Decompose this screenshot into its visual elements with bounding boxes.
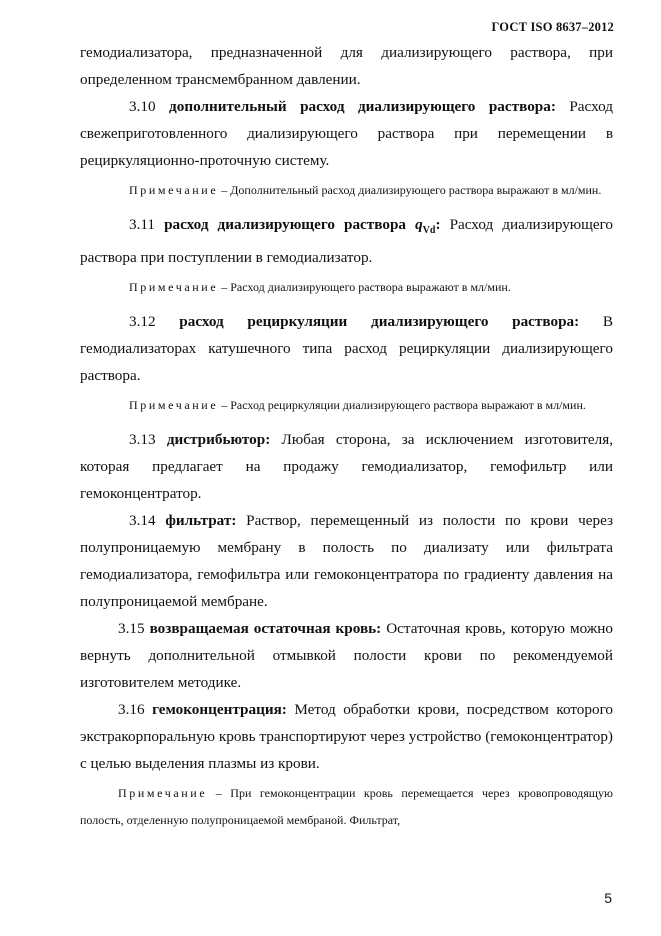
definition-text: Любая сторона, за исключением изготовителя, которая предлагает на продажу гемодиализатор, гемофильтр или гемоконцентратор. (80, 431, 614, 503)
clause-number: 3.16 (118, 701, 145, 719)
symbol: q (415, 216, 423, 233)
clause-number: 3.13 (129, 431, 156, 449)
definition-3-13 (80, 426, 613, 507)
clause-number: 3.14 (129, 512, 156, 530)
note-text: – Дополнительный расход диализирующего раствора выражают в мл/мин. (221, 183, 602, 197)
note-3-11 (80, 274, 613, 301)
note-label: Примечание (129, 280, 219, 295)
definition-3-10 (80, 93, 613, 174)
definition-3-11 (80, 211, 613, 271)
term: дистрибьютор: (166, 431, 271, 449)
page-number: 5 (604, 890, 612, 906)
note-3-12 (80, 392, 613, 419)
symbol-subscript: Vd (422, 225, 436, 237)
page-content (80, 39, 613, 834)
term-colon: : (435, 216, 441, 233)
term: фильтрат: (165, 512, 237, 530)
term: расход рециркуляции диализирующего раствора: (179, 313, 580, 331)
intro-paragraph: гемодиализатора, предназначенной для диализирующего раствора, при определенном трансмембранном давлении. (80, 44, 613, 88)
note-label: Примечание (129, 183, 219, 197)
definition-text: Метод обработки крови, посредством которого экстракорпоральную кровь транспортируют через устройство (гемоконцентратор) с целью выделения плазмы из крови. (80, 701, 614, 773)
definition-text: Остаточная кровь, которую можно вернуть дополнительной отмывкой полости крови по рекомендуемой изготовителем методике. (80, 620, 614, 692)
definition-3-15 (80, 615, 613, 696)
clause-number: 3.12 (129, 313, 156, 331)
definition-3-12 (80, 308, 613, 389)
note-text: – Расход диализирующего раствора выражают в мл/мин. (221, 280, 511, 295)
term: гемоконцентрация: (152, 701, 287, 719)
clause-number: 3.11 (129, 216, 156, 233)
definition-text: Расход свежеприготовленного диализирующего раствора при перемещении в рециркуляционно-проточную систему. (80, 98, 613, 169)
term: возвращаемая остаточная кровь: (149, 620, 382, 638)
term: дополнительный расход диализирующего раствора: (169, 98, 556, 115)
note-3-10 (80, 177, 613, 204)
clause-number: 3.10 (129, 98, 156, 115)
note-text: – При гемоконцентрации кровь перемещается через кровопроводящую полость, отделенную полупроницаемой мембраной. Фильтрат, (80, 786, 613, 828)
standard-header: ГОСТ ISO 8637–2012 (491, 20, 614, 34)
definition-3-14 (80, 507, 613, 615)
definition-text: Раствор, перемещенный из полости по крови через полупроницаемую мембрану в полость по диализату или фильтрата гемодиализатора, гемофильтра или гемоконцентратора по градиенту давления на полупроницаемой мембране. (80, 512, 613, 611)
clause-number: 3.15 (118, 620, 145, 638)
definition-3-16 (80, 696, 613, 777)
note-label: Примечание (118, 786, 208, 801)
definition-text: Расход диализирующего раствора при поступлении в гемодиализатор. (80, 216, 614, 267)
note-label: Примечание (129, 398, 219, 413)
note-text: – Расход рециркуляции диализирующего раствора выражают в мл/мин. (221, 398, 586, 413)
note-3-16 (80, 780, 613, 834)
definition-text: В гемодиализаторах катушечного типа расход рециркуляции диализирующего раствора. (80, 313, 614, 385)
term: расход диализирующего раствора (164, 216, 406, 233)
